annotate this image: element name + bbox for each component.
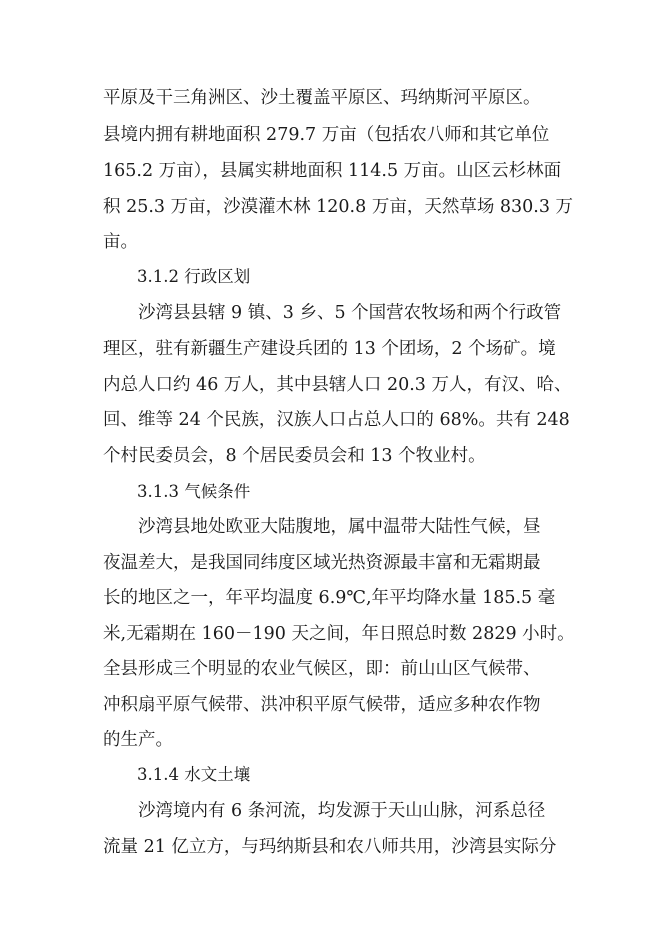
text-line: 县境内拥有耕地面积 279.7 万亩（包括农八师和其它单位: [103, 125, 550, 145]
text-line: 理区，驻有新疆生产建设兵团的 13 个团场，2 个场矿。境: [103, 339, 556, 359]
text-line: 长的地区之一，年平均温度 6.9℃,年平均降水量 185.5 毫: [103, 588, 556, 608]
text-line: 全县形成三个明显的农业气候区，即：前山山区气候带、: [103, 659, 541, 679]
section-heading: 3.1.3 气候条件: [137, 482, 251, 501]
text-line: 沙湾境内有 6 条河流，均发源于天山山脉，河系总径: [138, 801, 546, 821]
text-line: 回、维等 24 个民族，汉族人口占总人口的 68%。共有 248: [103, 410, 570, 430]
text-line: 的生产。: [103, 730, 173, 750]
section-heading: 3.1.2 行政区划: [137, 267, 251, 286]
text-line: 沙湾县地处欧亚大陆腹地，属中温带大陆性气候，昼: [138, 517, 541, 537]
text-line: 平原及干三角洲区、沙土覆盖平原区、玛纳斯河平原区。: [103, 88, 541, 108]
text-line: 亩。: [103, 232, 138, 252]
text-line: 沙湾县县辖 9 镇、3 乡、5 个国营农牧场和两个行政管: [138, 303, 562, 323]
text-line: 个村民委员会，8 个居民委员会和 13 个牧业村。: [103, 446, 486, 466]
section-heading: 3.1.4 水文土壤: [137, 765, 251, 784]
text-line: 米,无霜期在 160－190 天之间，年日照总时数 2829 小时。: [103, 624, 575, 644]
text-line: 积 25.3 万亩，沙漠灌木林 120.8 万亩，天然草场 830.3 万: [103, 197, 574, 217]
text-line: 冲积扇平原气候带、洪冲积平原气候带，适应多种农作物: [103, 695, 541, 715]
text-line: 流量 21 亿立方，与玛纳斯县和农八师共用，沙湾县实际分: [103, 837, 557, 857]
text-line: 内总人口约 46 万人，其中县辖人口 20.3 万人，有汉、哈、: [103, 375, 572, 395]
text-line: 165.2 万亩），县属实耕地面积 114.5 万亩。山区云杉林面: [103, 161, 562, 181]
text-line: 夜温差大，是我国同纬度区域光热资源最丰富和无霜期最: [103, 553, 541, 573]
